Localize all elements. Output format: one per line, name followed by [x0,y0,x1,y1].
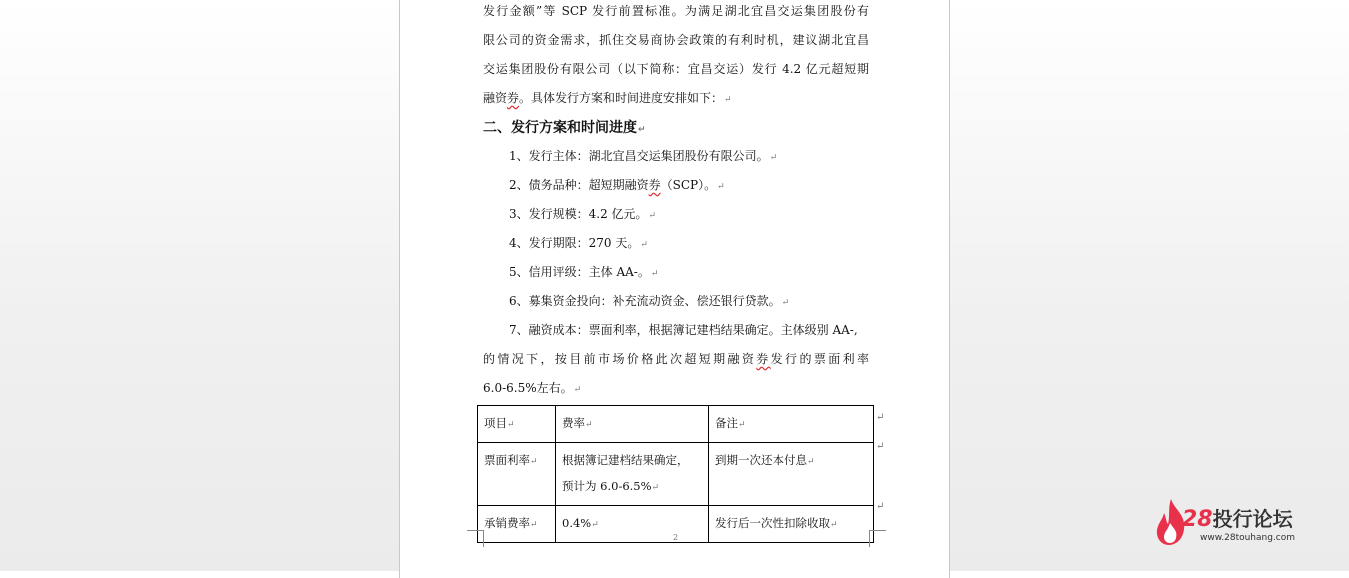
row-end-mark: ↵ [876,501,885,512]
list-item-7-end: 6.0-6.5%左右。↵ [483,381,582,395]
crop-mark-left [467,530,484,547]
list-item-7: 7、融资成本：票面利率，根据簿记建档结果确定。主体级别 AA-, [509,323,858,337]
list-item-5: 5、信用评级：主体 AA-。↵ [509,265,659,279]
table-cell: 0.4%↵ [556,506,709,543]
table-cell: 根据簿记建档结果确定， 预计为 6.0-6.5%↵ [556,443,709,506]
document-page [399,0,950,578]
list-item-1: 1、发行主体：湖北宜昌交运集团股份有限公司。↵ [509,149,778,163]
paragraph-line-3: 交运集团股份有限公司（以下简称：宜昌交运）发行 4.2 亿元超短期 [483,62,869,76]
table-cell: 票面利率↵ [478,443,556,506]
crop-mark-right [869,530,886,547]
table-header-cell: 项目↵ [478,406,556,443]
table-row [478,443,874,506]
watermark-title: 28投行论坛 [1182,507,1293,532]
table-header-row [478,406,874,443]
list-item-2: 2、债务品种：超短期融资券（SCP）。↵ [509,178,725,192]
paragraph-line-2: 限公司的资金需求，抓住交易商协会政策的有利时机，建议湖北宜昌 [483,33,869,47]
table-cell: 承销费率↵ [478,506,556,543]
watermark-url: www.28touhang.com [1200,533,1296,543]
row-end-mark: ↵ [876,441,885,452]
watermark-logo [1154,497,1326,549]
row-end-mark: ↵ [876,412,885,423]
paragraph-line-1: 发行金额”等 SCP 发行前置标准。为满足湖北宜昌交运集团股份有 [483,4,869,18]
section-heading: 二、发行方案和时间进度↵ [483,120,646,136]
paragraph-line-4: 融资券。具体发行方案和时间进度安排如下：↵ [483,91,732,105]
list-item-7-cont: 的情况下，按目前市场价格此次超短期融资券发行的票面利率 [483,352,869,366]
list-item-4: 4、发行期限：270 天。↵ [509,236,648,250]
table-cell: 发行后一次性扣除收取↵ [709,506,874,543]
fee-table [477,405,874,543]
table-header-cell: 备注↵ [709,406,874,443]
list-item-6: 6、募集资金投向：补充流动资金、偿还银行贷款。↵ [509,294,790,308]
list-item-3: 3、发行规模：4.2 亿元。↵ [509,207,657,221]
page-number: 2 [673,533,679,542]
table-cell: 到期一次还本付息↵ [709,443,874,506]
table-header-cell: 费率↵ [556,406,709,443]
